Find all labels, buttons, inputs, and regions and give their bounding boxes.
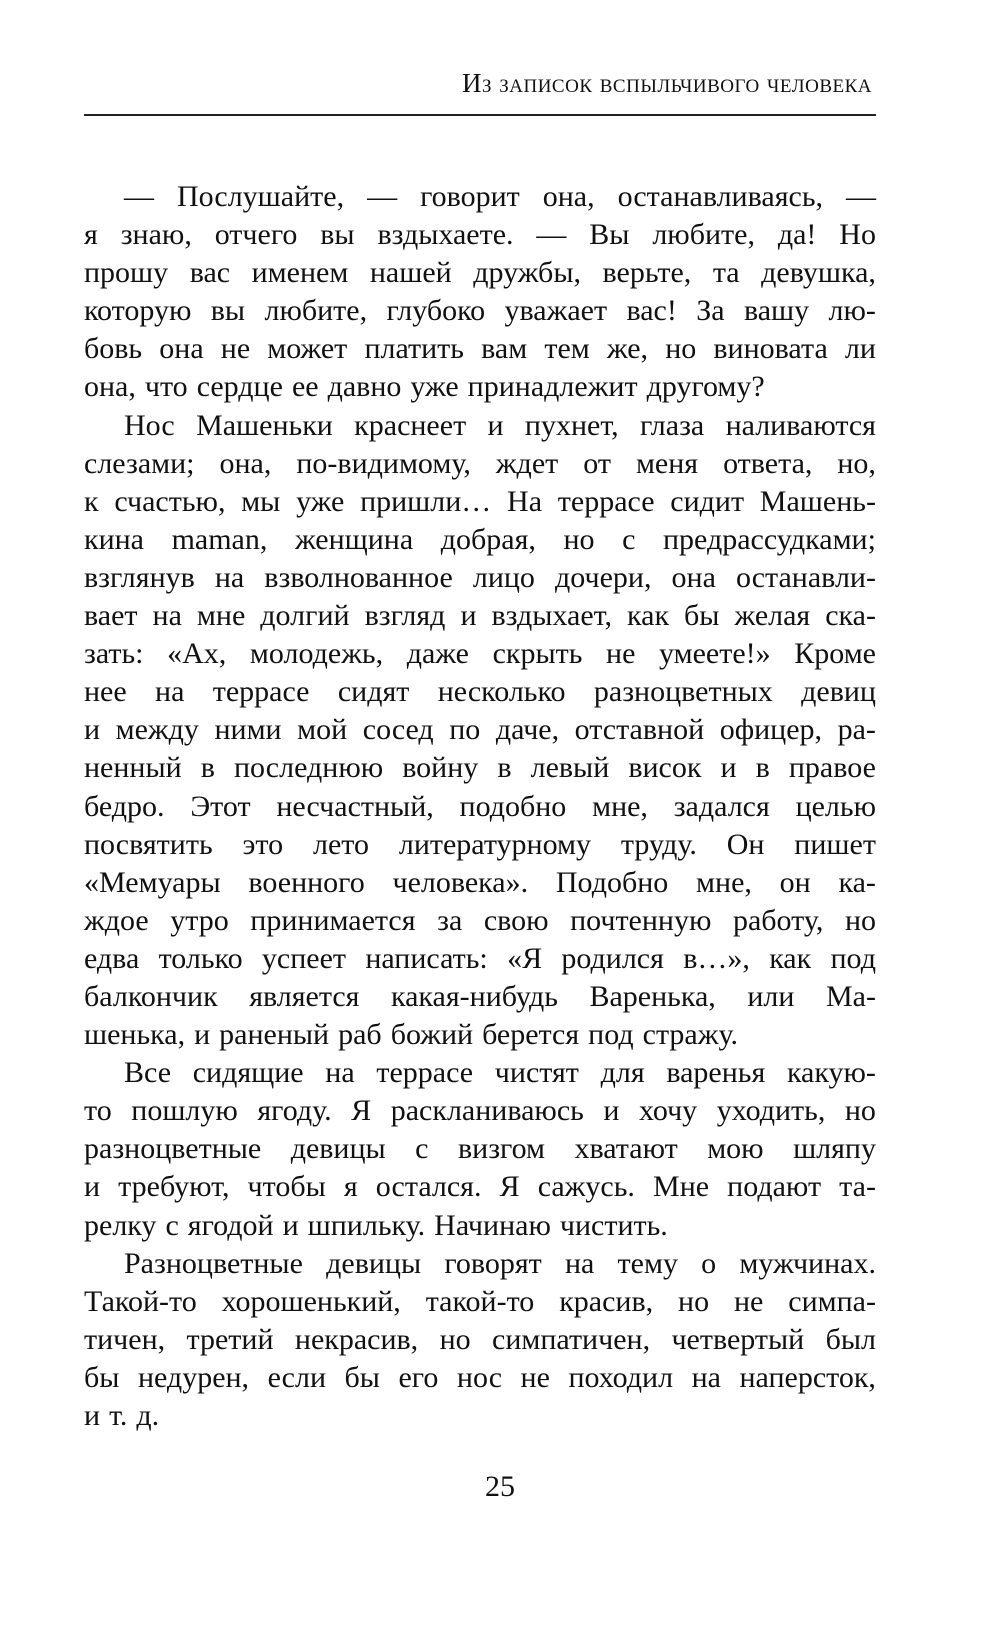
text-line: то пошлую ягоду. Я раскланиваюсь и хочу уходить, но (84, 1094, 876, 1128)
text-line: бедро. Этот несчастный, подобно мне, задался целью (84, 789, 876, 823)
text-line: которую вы любите, глубоко уважает вас! За вашу лю- (84, 294, 876, 328)
text-line: к счастью, мы уже пришли… На террасе сидит Машень- (84, 484, 876, 518)
page-number: 25 (485, 1470, 515, 1503)
text-line: «Мемуары военного человека». Подобно мне, он ка- (84, 865, 876, 899)
text-line: посвятить это лето литературному труду. Он пишет (84, 827, 876, 861)
text-line: бы недурен, если бы его нос не походил на наперсток, (84, 1360, 876, 1394)
text-line: и т. д. (84, 1399, 160, 1432)
header-rule (84, 114, 876, 116)
text-line: бовь она не может платить вам тем же, но виновата ли (84, 332, 876, 366)
text-line: и между ними мой сосед по даче, отставной офицер, ра- (84, 713, 876, 747)
text-line: зать: «Ах, молодежь, даже скрыть не умеете!» Кроме (84, 637, 876, 671)
text-line: Все сидящие на террасе чистят для варенья какую- (124, 1056, 876, 1090)
text-line: разноцветные девицы с визгом хватают мою шляпу (84, 1132, 876, 1166)
paragraph (84, 1245, 876, 1435)
text-line: Такой-то хорошенький, такой-то красив, но не симпа- (84, 1284, 876, 1318)
text-line: Разноцветные девицы говорят на тему о мужчинах. (124, 1246, 876, 1280)
text-line: вает на мне долгий взгляд и вздыхает, как бы желая ска- (84, 599, 876, 633)
text-line: и требуют, чтобы я остался. Я сажусь. Мне подают та- (84, 1170, 876, 1204)
text-line: она, что сердце ее давно уже принадлежит другому? (84, 370, 765, 404)
running-title: Из записок вспыльчивого человека (461, 68, 872, 98)
text-line: Нос Машеньки краснеет и пухнет, глаза наливаются (124, 408, 876, 442)
text-line: тичен, третий некрасив, но симпатичен, четвертый был (84, 1322, 876, 1356)
text-line: релку с ягодой и шпильку. Начинаю чистить. (84, 1208, 668, 1242)
text-line: ждое утро принимается за свою почтенную работу, но (84, 903, 876, 937)
text-line: едва только успеет написать: «Я родился в…», как под (84, 941, 876, 975)
paragraph (84, 178, 876, 407)
text-line: нее на террасе сидят несколько разноцветных девиц (84, 675, 876, 709)
text-line: кина maman, женщина добрая, но с предрассудками; (84, 522, 876, 556)
text-line: шенька, и раненый раб божий берется под стражу. (84, 1018, 738, 1052)
text-line: балкончик является какая-нибудь Варенька, или Ма- (84, 979, 876, 1013)
paragraph (84, 407, 876, 1055)
body-text (84, 178, 876, 1435)
text-line: я знаю, отчего вы вздыхаете. — Вы любите, да! Но (84, 218, 876, 252)
text-line: слезами; она, по-видимому, ждет от меня ответа, но, (84, 446, 876, 480)
text-line: взглянув на взволнованное лицо дочери, она останавли- (84, 560, 876, 594)
text-line: ненный в последнюю войну в левый висок и в правое (84, 751, 876, 785)
text-line: прошу вас именем нашей дружбы, верьте, та девушка, (84, 256, 876, 290)
paragraph (84, 1054, 876, 1244)
text-line: — Послушайте, — говорит она, останавливаясь, — (124, 180, 876, 213)
